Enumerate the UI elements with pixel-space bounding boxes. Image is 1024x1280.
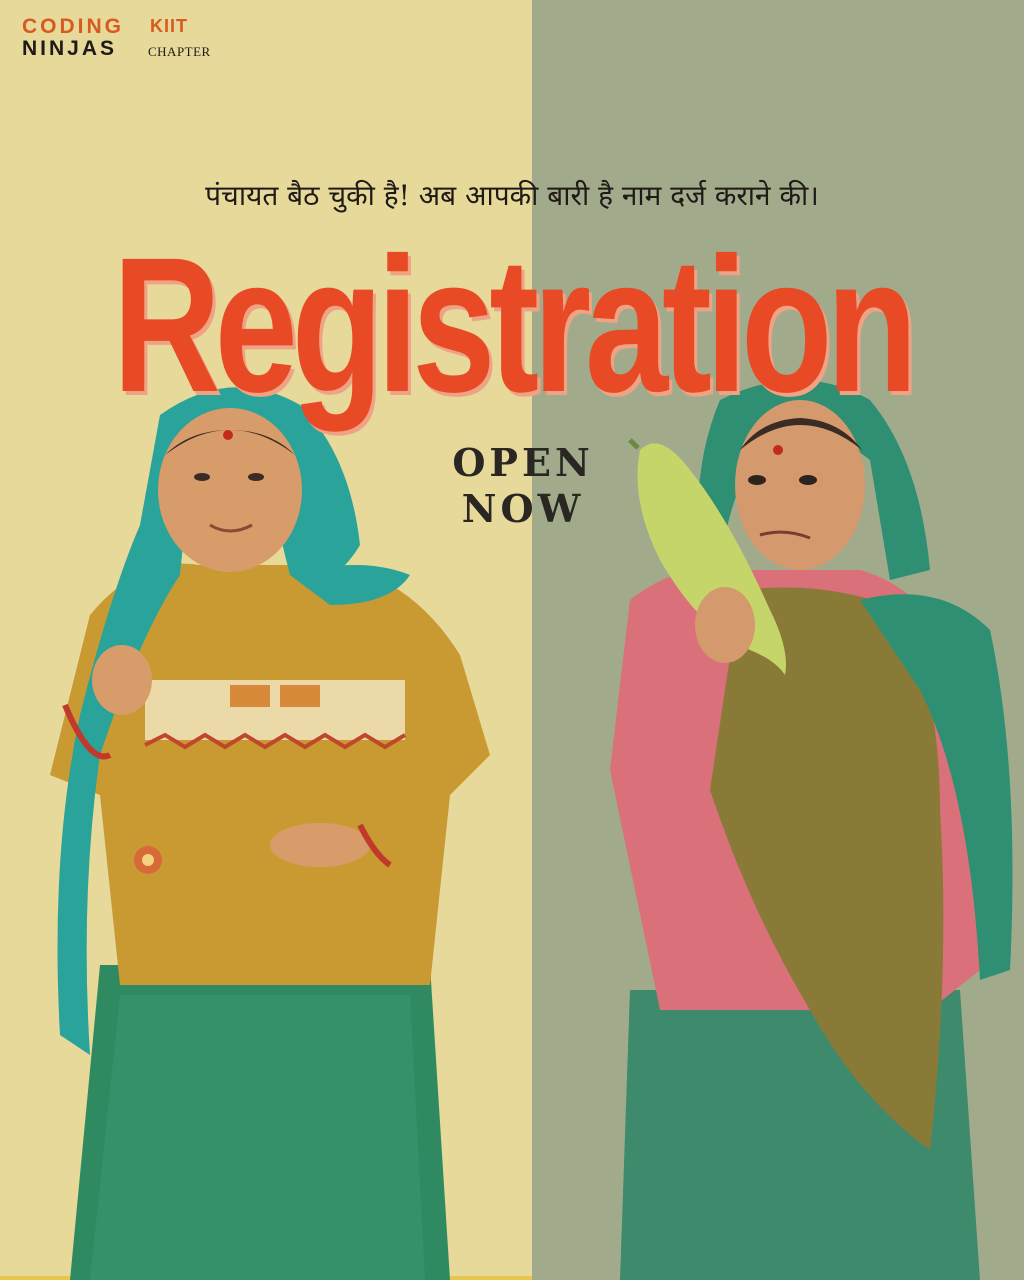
open-text: OPEN xyxy=(452,440,594,485)
now-text: NOW xyxy=(461,486,585,531)
logo-line-1: CODING xyxy=(22,15,124,38)
registration-headline: Registration xyxy=(112,217,912,432)
open-now-label xyxy=(0,440,1024,532)
logo-kiit: KIIT xyxy=(150,16,188,36)
coding-ninjas-kiit-logo xyxy=(22,16,222,68)
logo-chapter: CHAPTER xyxy=(148,44,211,59)
hindi-tagline: पंचायत बैठ चुकी है! अब आपकी बारी है नाम दर्ज कराने की। xyxy=(205,179,819,212)
logo-line-2: NINJAS xyxy=(22,37,118,60)
